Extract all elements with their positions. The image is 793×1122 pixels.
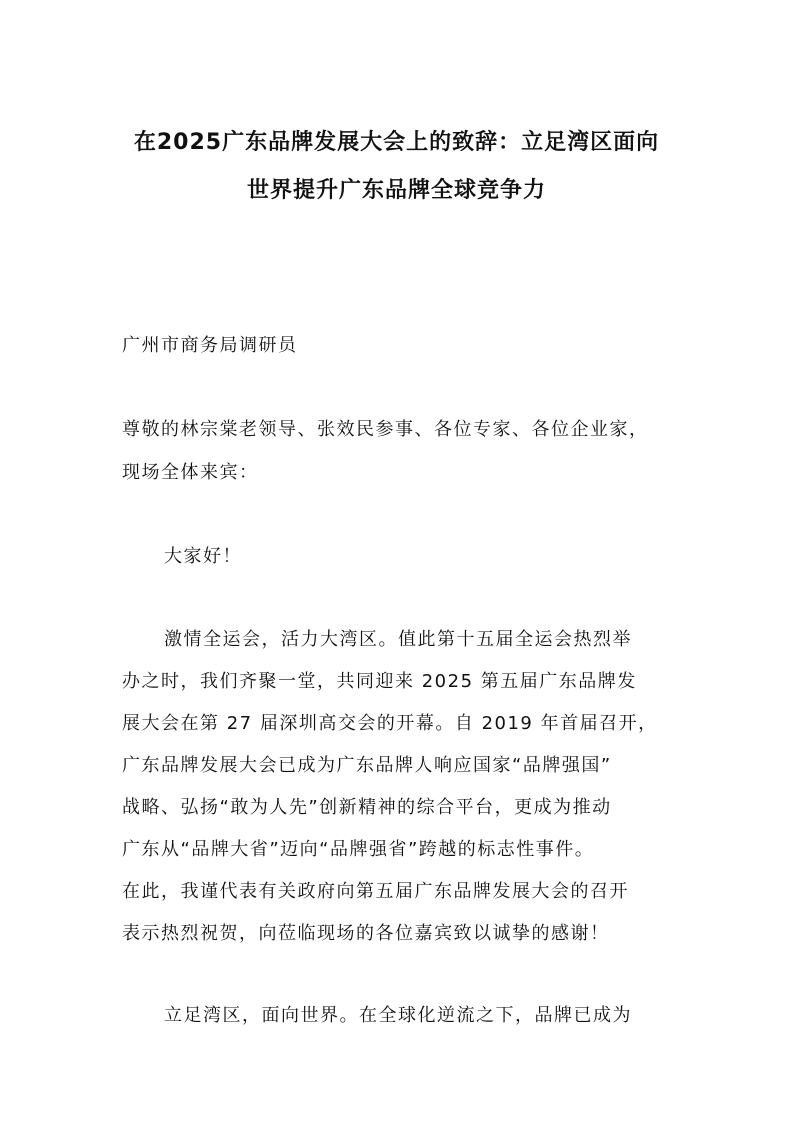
document-title-line-2: 世界提升广东品牌全球竞争力 [246, 178, 546, 203]
salutation-line-1: 尊敬的林宗棠老领导、张效民参事、各位专家、各位企业家， [122, 419, 649, 440]
paragraph-2-line-1: 立足湾区，面向世界。在全球化逆流之下，品牌已成为 [164, 1005, 632, 1026]
author-line: 广州市商务局调研员 [122, 335, 298, 356]
greeting-line: 大家好！ [164, 546, 242, 567]
document-title-line-1: 在2025广东品牌发展大会上的致辞：立足湾区面向 [133, 130, 660, 155]
paragraph-1-line-7: 在此，我谨代表有关政府向第五届广东品牌发展大会的召开 [122, 881, 629, 902]
paragraph-1-line-1: 激情全运会，活力大湾区。值此第十五届全运会热烈举 [164, 629, 632, 650]
paragraph-1-line-6: 广东从“品牌大省”迈向“品牌强省”跨越的标志性事件。 [122, 839, 595, 860]
paragraph-1-line-4: 广东品牌发展大会已成为广东品牌人响应国家“品牌强国” [122, 755, 612, 776]
paragraph-1-line-5: 战略、弘扬“敢为人先”创新精神的综合平台，更成为推动 [122, 797, 612, 818]
paragraph-1-line-2: 办之时，我们齐聚一堂，共同迎来 2025 第五届广东品牌发 [122, 671, 637, 692]
salutation-line-2: 现场全体来宾： [122, 462, 259, 483]
paragraph-1-line-3: 展大会在第 27 届深圳高交会的开幕。自 2019 年首届召开， [122, 713, 658, 734]
paragraph-1-line-8: 表示热烈祝贺，向莅临现场的各位嘉宾致以诚挚的感谢！ [122, 923, 610, 944]
